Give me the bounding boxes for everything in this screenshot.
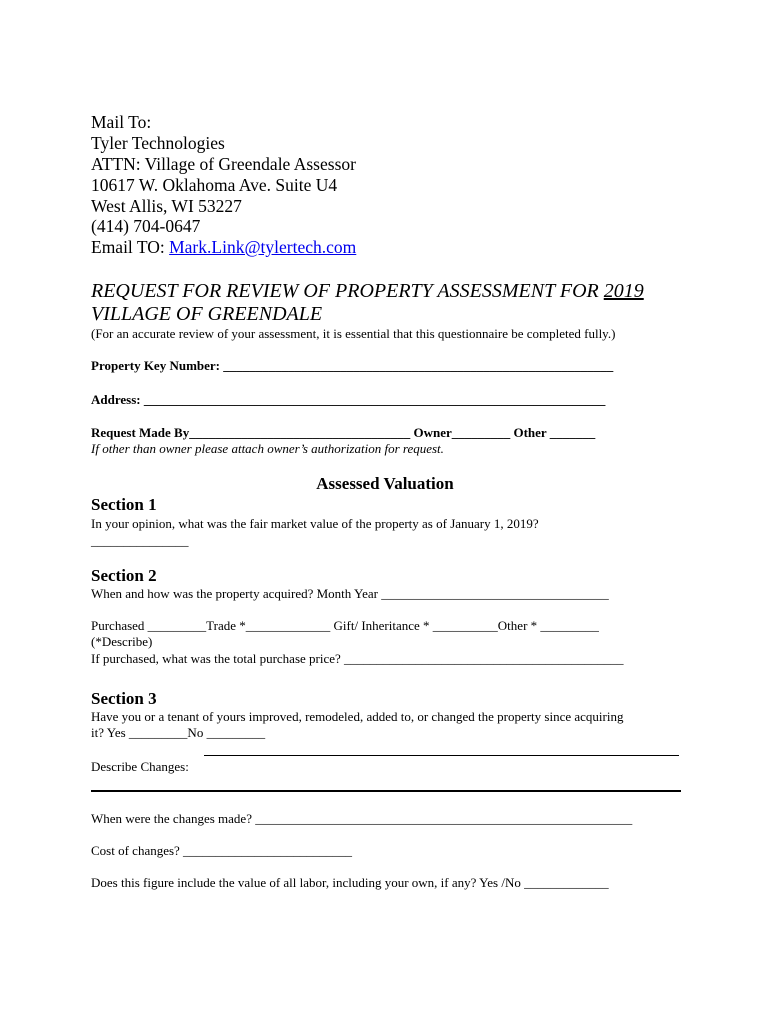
mail-company: Tyler Technologies [91,133,225,153]
title-year: 2019 [603,280,644,302]
mail-attn: ATTN: Village of Greendale Assessor [91,154,356,174]
describe-changes-underline[interactable] [91,790,681,792]
section-2-options[interactable]: Purchased _________Trade *_____________ Gift/ Inheritance * __________Other * _________ [91,618,599,633]
describe-changes-label: Describe Changes: [91,759,189,774]
when-changes-field[interactable]: When were the changes made? __________________________________________________________ [91,811,633,826]
section-2-question[interactable]: When and how was the property acquired? Month Year ___________________________________ [91,586,609,601]
section-1-blank[interactable]: _______________ [91,533,189,548]
page-title-line1 [91,280,644,303]
mail-to-label: Mail To: [91,112,152,132]
section-1-title: Section 1 [91,495,157,514]
describe-changes-line[interactable] [204,755,679,756]
email-link[interactable]: Mark.Link@tylertech.com [169,237,357,257]
mail-street: 10617 W. Oklahoma Ave. Suite U4 [91,175,338,195]
section-2-title: Section 2 [91,566,157,585]
intro-note: (For an accurate review of your assessment, it is essential that this questionnaire be completed fully.) [91,326,616,341]
section-3-question-line1: Have you or a tenant of yours improved, remodeled, added to, or changed the property since acquiring [91,709,624,724]
section-3-title: Section 3 [91,689,157,708]
mail-city: West Allis, WI 53227 [91,196,242,216]
mail-email-line [91,237,356,258]
page-title-line2: VILLAGE OF GREENDALE [91,303,323,325]
title-prefix: REQUEST FOR REVIEW OF PROPERTY ASSESSMENT FOR [91,280,604,302]
cost-changes-field[interactable]: Cost of changes? __________________________ [91,843,353,858]
address-field[interactable]: Address: _______________________________________________________________________ [91,392,606,407]
section-2-purchase-price[interactable]: If purchased, what was the total purchase price? ___________________________________________ [91,651,624,666]
email-prefix: Email TO: [91,237,170,257]
section-3-question-line2[interactable]: it? Yes _________No _________ [91,725,266,740]
mail-phone: (414) 704-0647 [91,216,201,236]
labor-question-field[interactable]: Does this figure include the value of all labor, including your own, if any? Yes /No _____________ [91,875,609,890]
section-1-question: In your opinion, what was the fair market value of the property as of January 1, 2019? [91,516,539,531]
section-2-describe: (*Describe) [91,634,153,649]
authorization-note: If other than owner please attach owner’s authorization for request. [91,441,444,456]
assessed-valuation-heading: Assessed Valuation [316,474,454,493]
request-made-by-field[interactable]: Request Made By__________________________________ Owner_________ Other _______ [91,425,596,440]
property-key-field[interactable]: Property Key Number: ____________________________________________________________ [91,358,614,373]
